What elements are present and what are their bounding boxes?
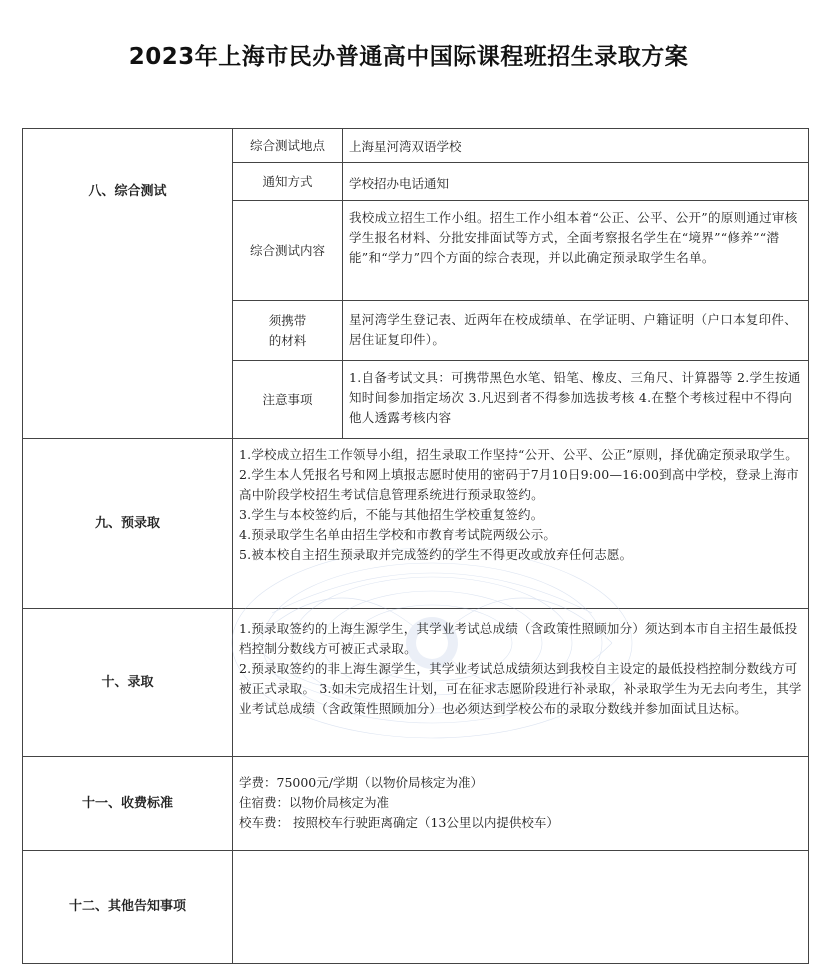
- fee-tuition: 学费：75000元/学期（以物价局核定为准）: [239, 775, 483, 790]
- fee-accommodation: 住宿费：以物价局核定为准: [239, 795, 390, 810]
- pre-admission-item: 1.学校成立招生工作领导小组，招生录取工作坚持“公开、公平、公正”原则，择优确定预录取学生。: [239, 447, 798, 462]
- section-label-other-notices: 十二、其他告知事项: [68, 899, 186, 914]
- row-value-notification: 学校招办电话通知: [349, 176, 450, 191]
- row-label-test-content: 综合测试内容: [249, 242, 325, 258]
- fees-content: [233, 769, 808, 850]
- admission-item: 2.预录取签约的非上海生源学生，其学业考试总成绩须达到我校自主设定的最低投档控制分数线方可被正式录取。 3.如未完成招生计划，可在征求志愿阶段进行补录取，补录取学生为无去向考生，其学业考试总成绩（含政策性照顾加分）也必须达到学校公布的录取分数线并参加面试且达标。: [239, 661, 802, 716]
- admission-content: [233, 615, 808, 756]
- row-label-notification: 通知方式: [262, 173, 313, 189]
- section-label-fees: 十一、收费标准: [81, 795, 173, 811]
- pre-admission-item: 3.学生与本校签约后，不能与其他招生学校重复签约。: [239, 507, 544, 522]
- row-label-test-location: 综合测试地点: [249, 137, 325, 153]
- page-title: 2023年上海市民办普通高中国际课程班招生录取方案: [128, 44, 689, 70]
- section-label-comprehensive-test: 八、综合测试: [88, 183, 167, 199]
- table-bottom-border: [22, 963, 809, 964]
- table-right-border: [808, 128, 809, 964]
- fee-school-bus: 校车费： 按照校车行驶距离确定（13公里以内提供校车）: [239, 815, 559, 830]
- other-notices-content: [233, 851, 808, 963]
- admission-item: 1.预录取签约的上海生源学生，其学业考试总成绩（含政策性照顾加分）须达到本市自主招生最低投档控制分数线方可被正式录取。: [239, 621, 798, 656]
- row-label-notes: 注意事项: [262, 391, 313, 407]
- pre-admission-item: 4.预录取学生名单由招生学校和市教育考试院两级公示。: [239, 527, 557, 542]
- row-label-materials: 须携带 的材料: [268, 312, 307, 348]
- row-value-test-location: 上海星河湾双语学校: [349, 139, 462, 154]
- section-label-pre-admission: 九、预录取: [94, 515, 160, 531]
- pre-admission-item: 2.学生本人凭报名号和网上填报志愿时使用的密码于7月10日9:00—16:00到高中学校，登录上海市高中阶段学校招生考试信息管理系统进行预录取签约。: [239, 467, 799, 502]
- pre-admission-item: 5.被本校自主招生预录取并完成签约的学生不得更改或放弃任何志愿。: [239, 547, 633, 562]
- row-value-test-content: 我校成立招生工作小组。招生工作小组本着“公正、公平、公开”的原则通过审核学生报名材料、分批安排面试等方式，全面考察报名学生在“境界”“修养”“潜能”和“学力”四个方面的综合表现，并以此确定预录取学生名单。: [349, 210, 798, 265]
- row-value-materials: 星河湾学生登记表、近两年在校成绩单、在学证明、户籍证明（户口本复印件、居住证复印件）。: [349, 312, 798, 347]
- pre-admission-content: [233, 441, 808, 608]
- section-label-admission: 十、录取: [101, 674, 154, 690]
- admission-table: [22, 128, 809, 964]
- row-value-notes: 1.自备考试文具：可携带黑色水笔、铅笔、橡皮、三角尺、计算器等 2.学生按通知时间参加指定场次 3.凡迟到者不得参加选拔考核 4.在整个考核过程中不得向他人透露考核内容: [349, 370, 801, 425]
